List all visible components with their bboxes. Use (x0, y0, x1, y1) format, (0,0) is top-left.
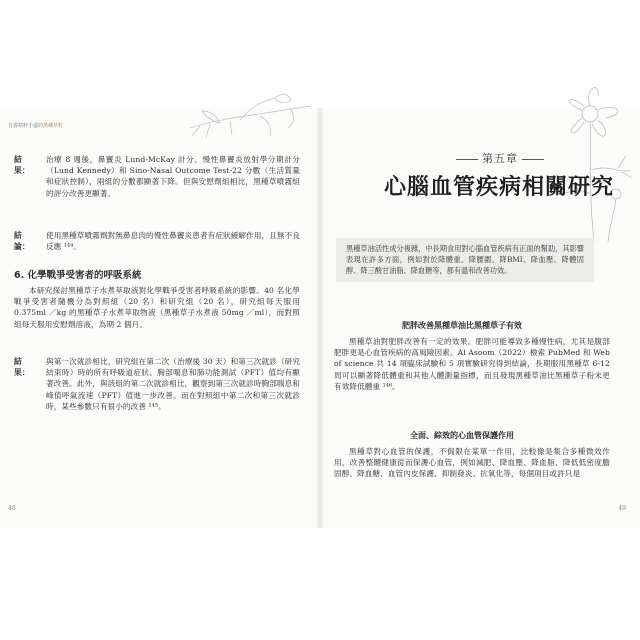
section-title: 6. 化學戰爭受害者的呼吸系統 (14, 270, 142, 281)
chapter-label (452, 150, 548, 166)
running-head-prefix: 有睿精粹手邊的 (8, 123, 44, 129)
page-number: 49 (618, 505, 626, 512)
result-text: 治療 8 週後，鼻竇炎 Lund-McKay 計分、慢性鼻竇炎放射學分期計分（Lund Kennedy）和 Sino-Nasal Outcome Test-22 分數（生活質量和症狀控制），兩組的分數都顯著下降。但與安慰劑組相比，黑種草噴霧組的評分改善更顯著。 (46, 155, 300, 198)
left-page (0, 108, 318, 528)
paragraph-2: 黑種草對心血管的保護，不侷限在某單一作用，比較像是集合多種微效作用，改善整體健康從而保護心血管，例如減肥、降血壓、降血脂、降低低密度膽固醇、降血糖、血管內皮保護、抑制發炎、抗氧化等，每個項目或許只是 (334, 447, 610, 479)
result-label: 結果： (14, 155, 30, 176)
running-head-title: 黑種草籽 (43, 123, 64, 129)
subheading-1: 肥胖改善黑種草油比黑種草子有效 (402, 321, 522, 330)
paragraph-1: 黑種草油對肥胖改善有一定的效果。肥胖可能導致多種慢性病，尤其是腹部肥胖更是心血管疾病的高風險因素。Al Asoom（2022）檢索 PubMed 和 Web of science 共 14 項臨床試驗和 5 項實驗研究得到結論，長期服用黑種草 6-12 周可以顯著降低體重和其他人體測量指標，而且發現黑種草油比黑種草子粉末更有效降低體重 ¹⁴⁶。 (334, 337, 610, 391)
page-number: 48 (8, 505, 16, 512)
conclusion-label: 結論： (14, 231, 30, 252)
chapter-title: 心腦血管疾病相關研究 (384, 175, 615, 200)
chapter-label-text: 第五章 (482, 152, 518, 165)
result-label: 結果： (14, 357, 30, 378)
book-spread (0, 108, 640, 528)
body-paragraph: 本研究探討黑種草子水煮萃取液對化學戰爭受害者呼吸系統的影響。40 名化學戰爭受害者隨機分為對照組（20 名）和研究組（20 名），研究組每天服用 0.375ml ／kg 的黑種草子水煮萃取物液（黑種草子水煮液 50mg ／ml），而對照組每天服用安慰劑溶液，為期 2 個月。 (14, 286, 300, 329)
nigella-flower-illustration-left-icon (180, 88, 320, 148)
subheading-2: 全面、綜效的心血管保護作用 (410, 431, 514, 440)
running-head (8, 122, 63, 129)
conclusion-text: 使用黑種草噴霧劑對無鼻息肉的慢性鼻竇炎患者有症狀緩解作用，且無不良反應 ¹⁴⁴。 (46, 231, 300, 252)
chapter-summary-box: 黑種草油活性成分複雜，中長期食用對心腦血管疾病有正面的幫助，其影響表現在許多方面，例如對於降體重、降腰圍、降BMI、降血壓、降體固醇、降三酸甘油脂、降血糖等，都有溫和改善功效。 (336, 238, 594, 282)
result-text: 與第一次就診相比，研究組在第二次（治療後 30 天）和第三次就診（研究結束時）時的所有呼吸道症狀、胸部喘息和肺功能測試（PFT）值均有顯著改善。此外，與該組的第二次就診相比，觀察到第三次就診時胸部喘息和峰值呼氣流速（PFT）值進一步改善。而在對照組中第二次和第三次就診時，某些參數只有很小的改善 ¹⁴⁵。 (46, 357, 300, 411)
right-page (322, 108, 640, 528)
